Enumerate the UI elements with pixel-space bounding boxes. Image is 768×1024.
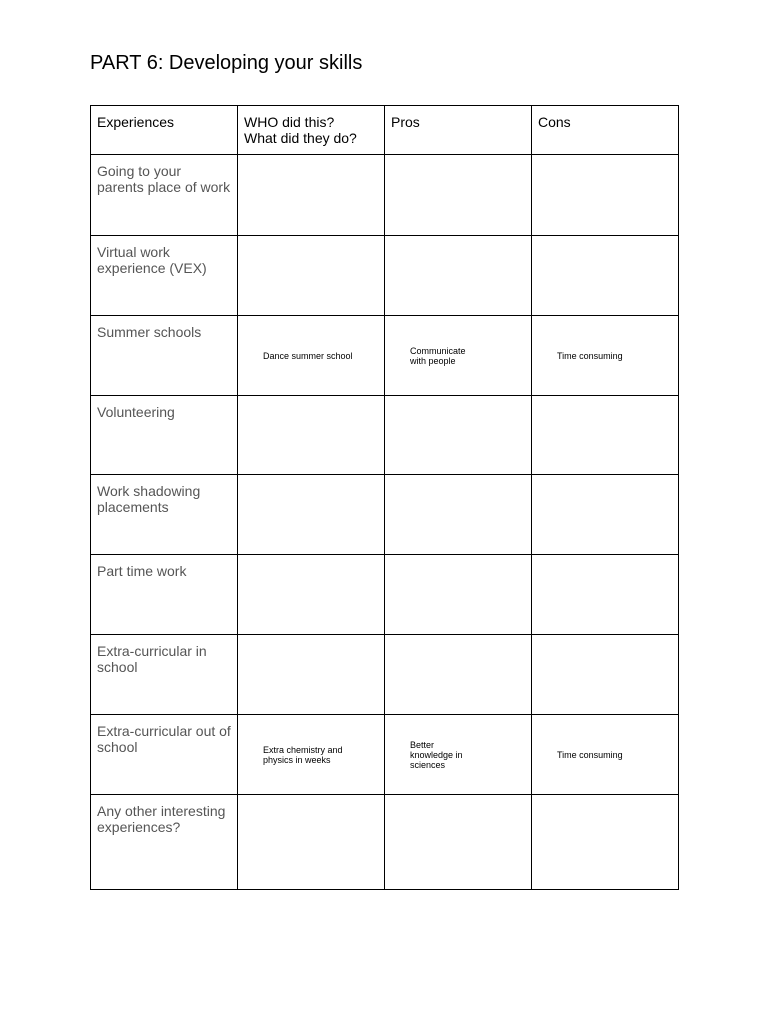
who-cell[interactable] bbox=[238, 715, 385, 795]
column-header-who: WHO did this? What did they do? bbox=[238, 106, 385, 155]
cons-cell[interactable] bbox=[532, 236, 679, 316]
pros-cell[interactable] bbox=[385, 555, 532, 635]
table-header-row bbox=[91, 106, 679, 155]
table-row bbox=[91, 635, 679, 715]
who-answer: Extra chemistry and physics in weeks bbox=[263, 744, 343, 765]
cons-answer: Time consuming bbox=[557, 350, 623, 361]
table-row bbox=[91, 236, 679, 316]
table-row bbox=[91, 555, 679, 635]
pros-cell[interactable] bbox=[385, 396, 532, 475]
table-row bbox=[91, 715, 679, 795]
pros-cell[interactable] bbox=[385, 155, 532, 236]
pros-cell[interactable] bbox=[385, 715, 532, 795]
pros-cell[interactable] bbox=[385, 316, 532, 396]
cons-answer: Time consuming bbox=[557, 749, 623, 760]
experience-cell: Work shadowing placements bbox=[91, 475, 238, 555]
table-row bbox=[91, 475, 679, 555]
who-cell[interactable] bbox=[238, 555, 385, 635]
cons-cell[interactable] bbox=[532, 475, 679, 555]
pros-cell[interactable] bbox=[385, 475, 532, 555]
who-cell[interactable] bbox=[238, 396, 385, 475]
experience-cell: Virtual work experience (VEX) bbox=[91, 236, 238, 316]
experience-cell: Volunteering bbox=[91, 396, 238, 475]
experience-cell: Extra-curricular in school bbox=[91, 635, 238, 715]
cons-cell[interactable] bbox=[532, 795, 679, 890]
cons-cell[interactable] bbox=[532, 715, 679, 795]
experience-cell: Part time work bbox=[91, 555, 238, 635]
cons-cell[interactable] bbox=[532, 396, 679, 475]
experience-cell: Any other interesting experiences? bbox=[91, 795, 238, 890]
pros-cell[interactable] bbox=[385, 236, 532, 316]
cons-cell[interactable] bbox=[532, 555, 679, 635]
pros-answer: Communicate with people bbox=[410, 345, 466, 366]
table-row bbox=[91, 316, 679, 396]
pros-cell[interactable] bbox=[385, 635, 532, 715]
table-row bbox=[91, 795, 679, 890]
experience-cell: Summer schools bbox=[91, 316, 238, 396]
who-cell[interactable] bbox=[238, 236, 385, 316]
cons-cell[interactable] bbox=[532, 635, 679, 715]
experience-cell: Extra-curricular out of school bbox=[91, 715, 238, 795]
who-answer: Dance summer school bbox=[263, 350, 353, 361]
experience-cell: Going to your parents place of work bbox=[91, 155, 238, 236]
column-header-cons: Cons bbox=[532, 106, 679, 155]
who-cell[interactable] bbox=[238, 795, 385, 890]
column-header-experiences: Experiences bbox=[91, 106, 238, 155]
pros-answer: Better knowledge in sciences bbox=[410, 739, 463, 770]
table-row bbox=[91, 396, 679, 475]
who-cell[interactable] bbox=[238, 635, 385, 715]
who-cell[interactable] bbox=[238, 155, 385, 236]
who-cell[interactable] bbox=[238, 475, 385, 555]
cons-cell[interactable] bbox=[532, 155, 679, 236]
table-row bbox=[91, 155, 679, 236]
page-title: PART 6: Developing your skills bbox=[90, 52, 363, 74]
skills-table bbox=[90, 105, 679, 890]
who-cell[interactable] bbox=[238, 316, 385, 396]
column-header-pros: Pros bbox=[385, 106, 532, 155]
pros-cell[interactable] bbox=[385, 795, 532, 890]
cons-cell[interactable] bbox=[532, 316, 679, 396]
